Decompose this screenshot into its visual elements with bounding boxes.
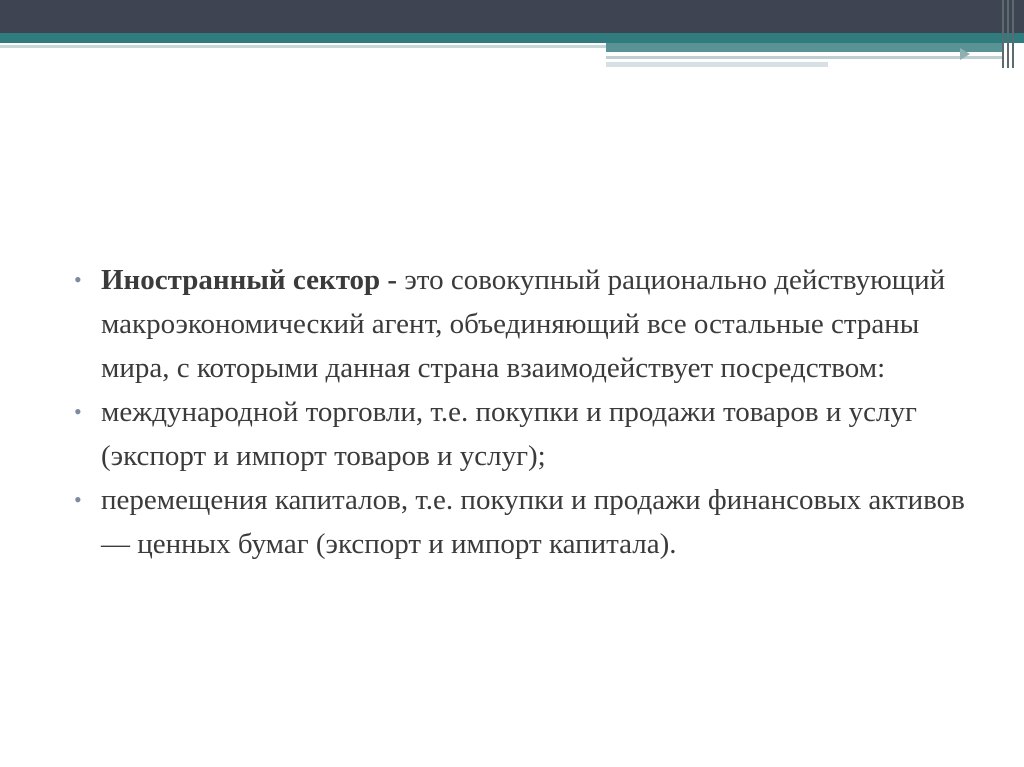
definition-text: это совокупный рационально действующий макроэкономический агент, объединяющий все остальные страны мира, с которыми данная страна взаимодействует посредством: <box>101 264 946 384</box>
header-accent-bar <box>606 43 1004 52</box>
header-edge-lines <box>1002 0 1016 68</box>
bullet-icon: • <box>74 267 82 292</box>
bullet-icon: • <box>74 487 82 512</box>
header-light-line-3 <box>606 62 828 67</box>
bullet-list <box>74 258 974 566</box>
header-teal-bar <box>0 33 1024 43</box>
header-light-line-2 <box>606 56 1004 59</box>
header-dark-bar <box>0 0 1024 33</box>
list-item <box>74 390 974 478</box>
list-item <box>74 258 974 390</box>
header-light-line <box>0 45 606 48</box>
list-item-text: перемещения капиталов, т.е. покупки и продажи финансовых активов — ценных бумаг (экспорт и импорт капитала). <box>101 484 965 560</box>
bullet-icon: • <box>74 399 82 424</box>
slide-body <box>74 258 974 566</box>
definition-term: Иностранный сектор - <box>101 264 398 296</box>
arrow-icon <box>960 48 970 60</box>
list-item <box>74 478 974 566</box>
list-item-text: международной торговли, т.е. покупки и продажи товаров и услуг (экспорт и импорт товаров и услуг); <box>101 396 917 472</box>
